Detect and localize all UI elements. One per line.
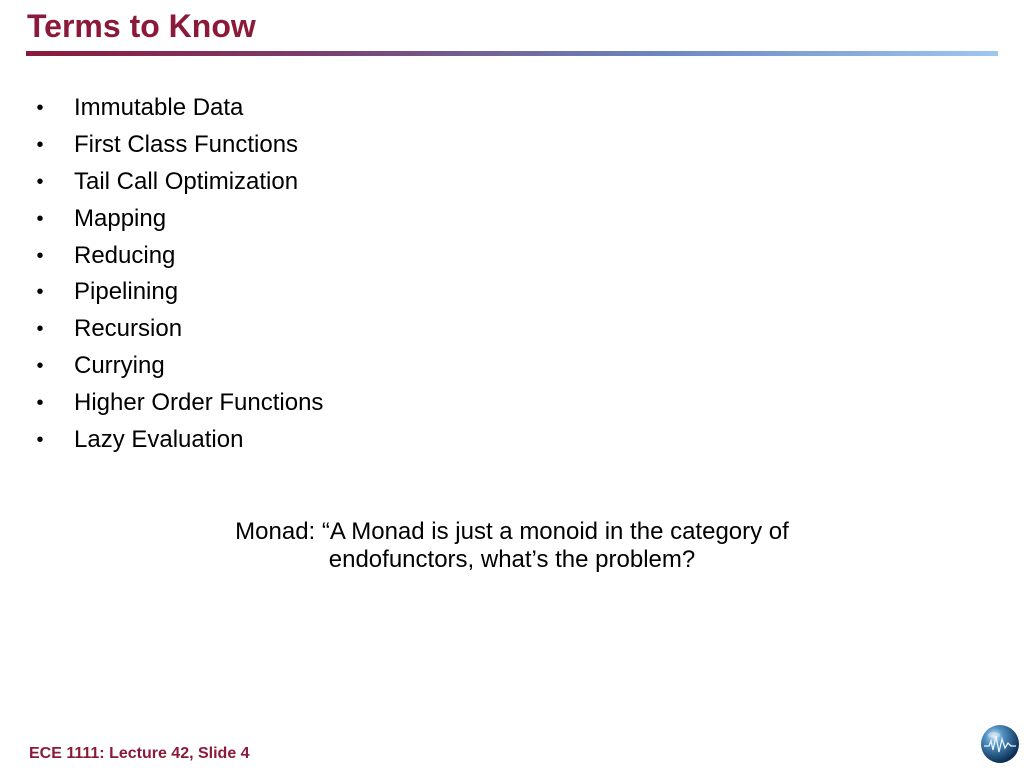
- quote-line-2: endofunctors, what’s the problem?: [328, 546, 696, 573]
- bullet-icon: •: [36, 429, 44, 452]
- list-item-label: Reducing: [74, 241, 176, 269]
- slide-title: Terms to Know: [27, 8, 256, 44]
- bullet-icon: •: [36, 281, 44, 304]
- bullet-icon: •: [36, 392, 44, 415]
- list-item-label: Currying: [74, 352, 165, 380]
- globe-logo-icon: [980, 724, 1020, 764]
- list-item-label: Higher Order Functions: [74, 389, 324, 417]
- slide-footer: ECE 1111: Lecture 42, Slide 4: [29, 745, 250, 762]
- list-item-label: First Class Functions: [74, 130, 299, 158]
- quote-line-1: Monad: “A Monad is just a monoid in the category of: [235, 518, 789, 545]
- list-item-label: Lazy Evaluation: [74, 426, 244, 454]
- title-underline: [26, 51, 998, 56]
- list-item-label: Recursion: [74, 315, 183, 343]
- bullet-icon: •: [36, 170, 44, 193]
- list-item-label: Immutable Data: [74, 94, 244, 121]
- list-item-label: Mapping: [74, 204, 167, 232]
- bullet-icon: •: [36, 97, 44, 119]
- bullet-icon: •: [36, 133, 44, 156]
- list-item-label: Pipelining: [74, 278, 179, 306]
- list-item-label: Tail Call Optimization: [74, 167, 299, 195]
- bullet-icon: •: [36, 318, 44, 341]
- monad-quote: [0, 518, 1024, 574]
- bullet-icon: •: [36, 244, 44, 267]
- bullet-icon: •: [36, 207, 44, 230]
- bullet-icon: •: [36, 355, 44, 378]
